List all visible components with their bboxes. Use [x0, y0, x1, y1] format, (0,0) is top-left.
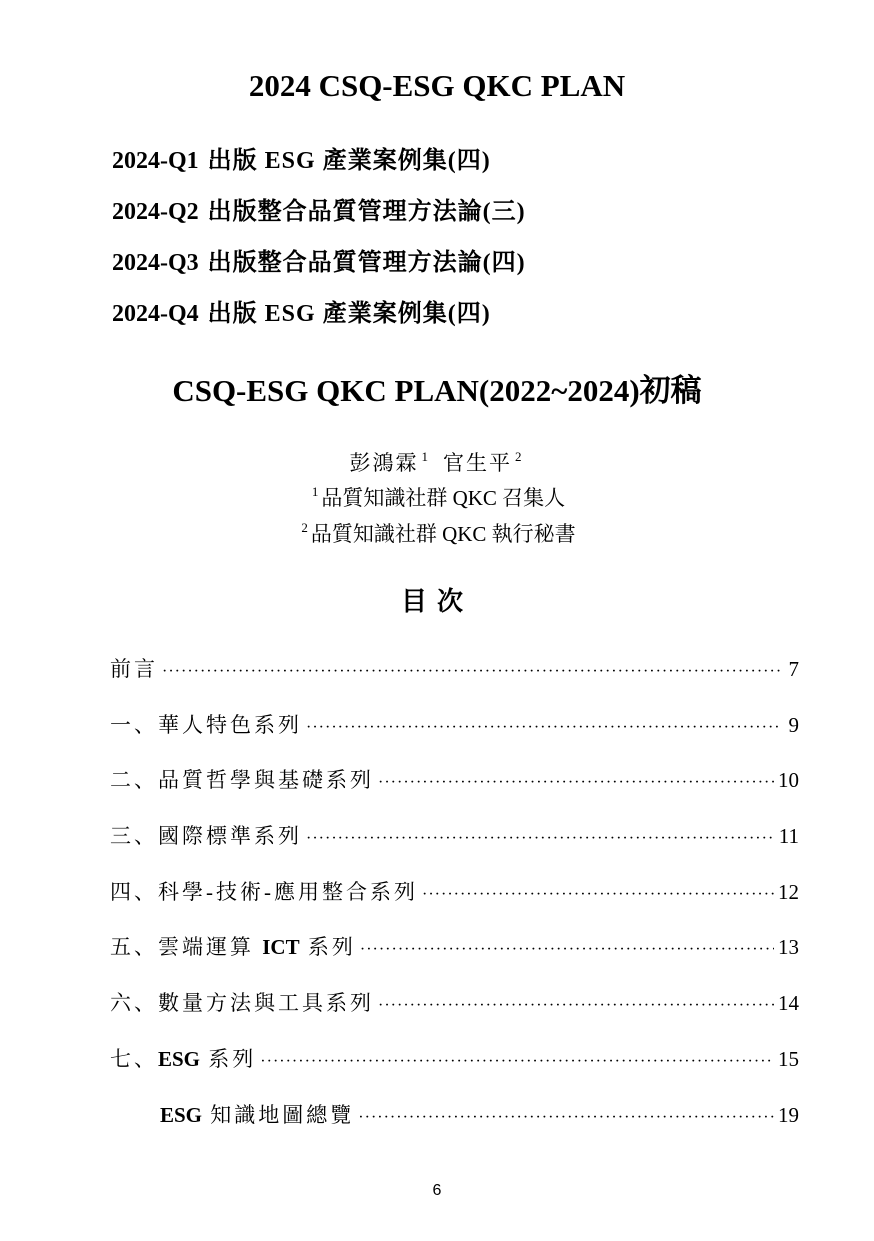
toc-leader-dots — [260, 1044, 774, 1080]
toc-entry[interactable] — [110, 707, 799, 763]
toc-entry-label: 七、ESG 系列 — [110, 1046, 257, 1071]
toc-entry-label: 一、華人特色系列 — [110, 712, 302, 737]
toc-entry-label: 二、品質哲學與基礎系列 — [110, 768, 374, 793]
quarter-code: 2024-Q3 — [112, 250, 199, 276]
table-of-contents — [110, 651, 799, 1143]
quarter-code: 2024-Q4 — [112, 301, 199, 327]
toc-leader-dots — [378, 988, 774, 1024]
quarter-plan-list — [112, 143, 812, 347]
draft-title: CSQ-ESG QKC PLAN(2022~2024)初稿 — [172, 373, 702, 408]
toc-leader-dots — [306, 821, 775, 857]
quarter-text-en: ESG — [264, 301, 316, 327]
author-line — [0, 447, 874, 477]
toc-leader-dots — [422, 877, 774, 913]
author-superscript: 1 — [421, 449, 428, 464]
toc-page-number: 11 — [778, 824, 799, 849]
toc-page-number: 10 — [778, 768, 799, 793]
quarter-item — [112, 296, 812, 347]
toc-page-number: 14 — [778, 991, 799, 1016]
toc-entry-label: 三、國際標準系列 — [110, 824, 302, 849]
quarter-text-en: ESG — [264, 148, 316, 174]
affiliation-superscript: 2 — [301, 520, 308, 535]
toc-entry[interactable] — [110, 762, 799, 818]
toc-page-number: 7 — [788, 657, 799, 681]
toc-page-number: 15 — [778, 1046, 799, 1071]
toc-entry[interactable] — [110, 818, 799, 874]
quarter-text: 出版 — [207, 301, 265, 327]
quarter-text-rest: 產業案例集(四) — [315, 148, 491, 174]
plan-title: 2024 CSQ-ESG QKC PLAN — [248, 68, 626, 103]
author-name: 官生平 — [443, 451, 512, 475]
toc-entry-label: 五、雲端運算 ICT 系列 — [110, 935, 356, 960]
affiliation-text: 品質知識社群 QKC 執行秘書 — [310, 522, 576, 546]
page-number: 6 — [432, 1182, 442, 1199]
toc-page-number: 13 — [778, 935, 799, 960]
quarter-code: 2024-Q2 — [112, 199, 199, 225]
toc-entry-label: ESG 知識地圖總覽 — [160, 1102, 355, 1127]
quarter-text: 出版 — [207, 148, 265, 174]
toc-entry[interactable] — [110, 1041, 799, 1097]
quarter-item — [112, 143, 812, 194]
toc-heading: 目次 — [400, 587, 473, 616]
quarter-item — [112, 194, 812, 245]
toc-entry[interactable] — [110, 651, 799, 707]
toc-entry-label: 六、數量方法與工具系列 — [110, 991, 374, 1016]
toc-page-number: 19 — [778, 1102, 799, 1127]
quarter-item — [112, 245, 812, 296]
toc-leader-dots — [306, 710, 781, 746]
toc-entry[interactable] — [110, 874, 799, 930]
quarter-code: 2024-Q1 — [112, 148, 199, 174]
toc-leader-dots — [378, 765, 774, 801]
toc-page-number: 9 — [788, 712, 799, 737]
toc-entry[interactable] — [110, 929, 799, 985]
toc-page-number: 12 — [778, 879, 799, 904]
author-superscript: 2 — [515, 449, 522, 464]
affiliation-line — [0, 518, 874, 548]
toc-entry-label: 四、科學-技術-應用整合系列 — [110, 879, 418, 904]
affiliation-line — [0, 482, 874, 512]
toc-leader-dots — [358, 1100, 774, 1136]
quarter-text-rest: 產業案例集(四) — [315, 301, 491, 327]
toc-sub-entry[interactable] — [110, 1097, 799, 1143]
toc-leader-dots — [360, 932, 774, 968]
toc-entry-label: 前言 — [110, 657, 158, 681]
affiliation-superscript: 1 — [311, 484, 319, 499]
toc-leader-dots — [162, 654, 781, 690]
quarter-text: 出版整合品質管理方法論(四) — [207, 250, 526, 276]
toc-entry[interactable] — [110, 985, 799, 1041]
quarter-text: 出版整合品質管理方法論(三) — [207, 199, 526, 225]
author-name: 彭鴻霖 — [349, 451, 419, 475]
affiliation-text: 品質知識社群 QKC 召集人 — [321, 486, 566, 510]
